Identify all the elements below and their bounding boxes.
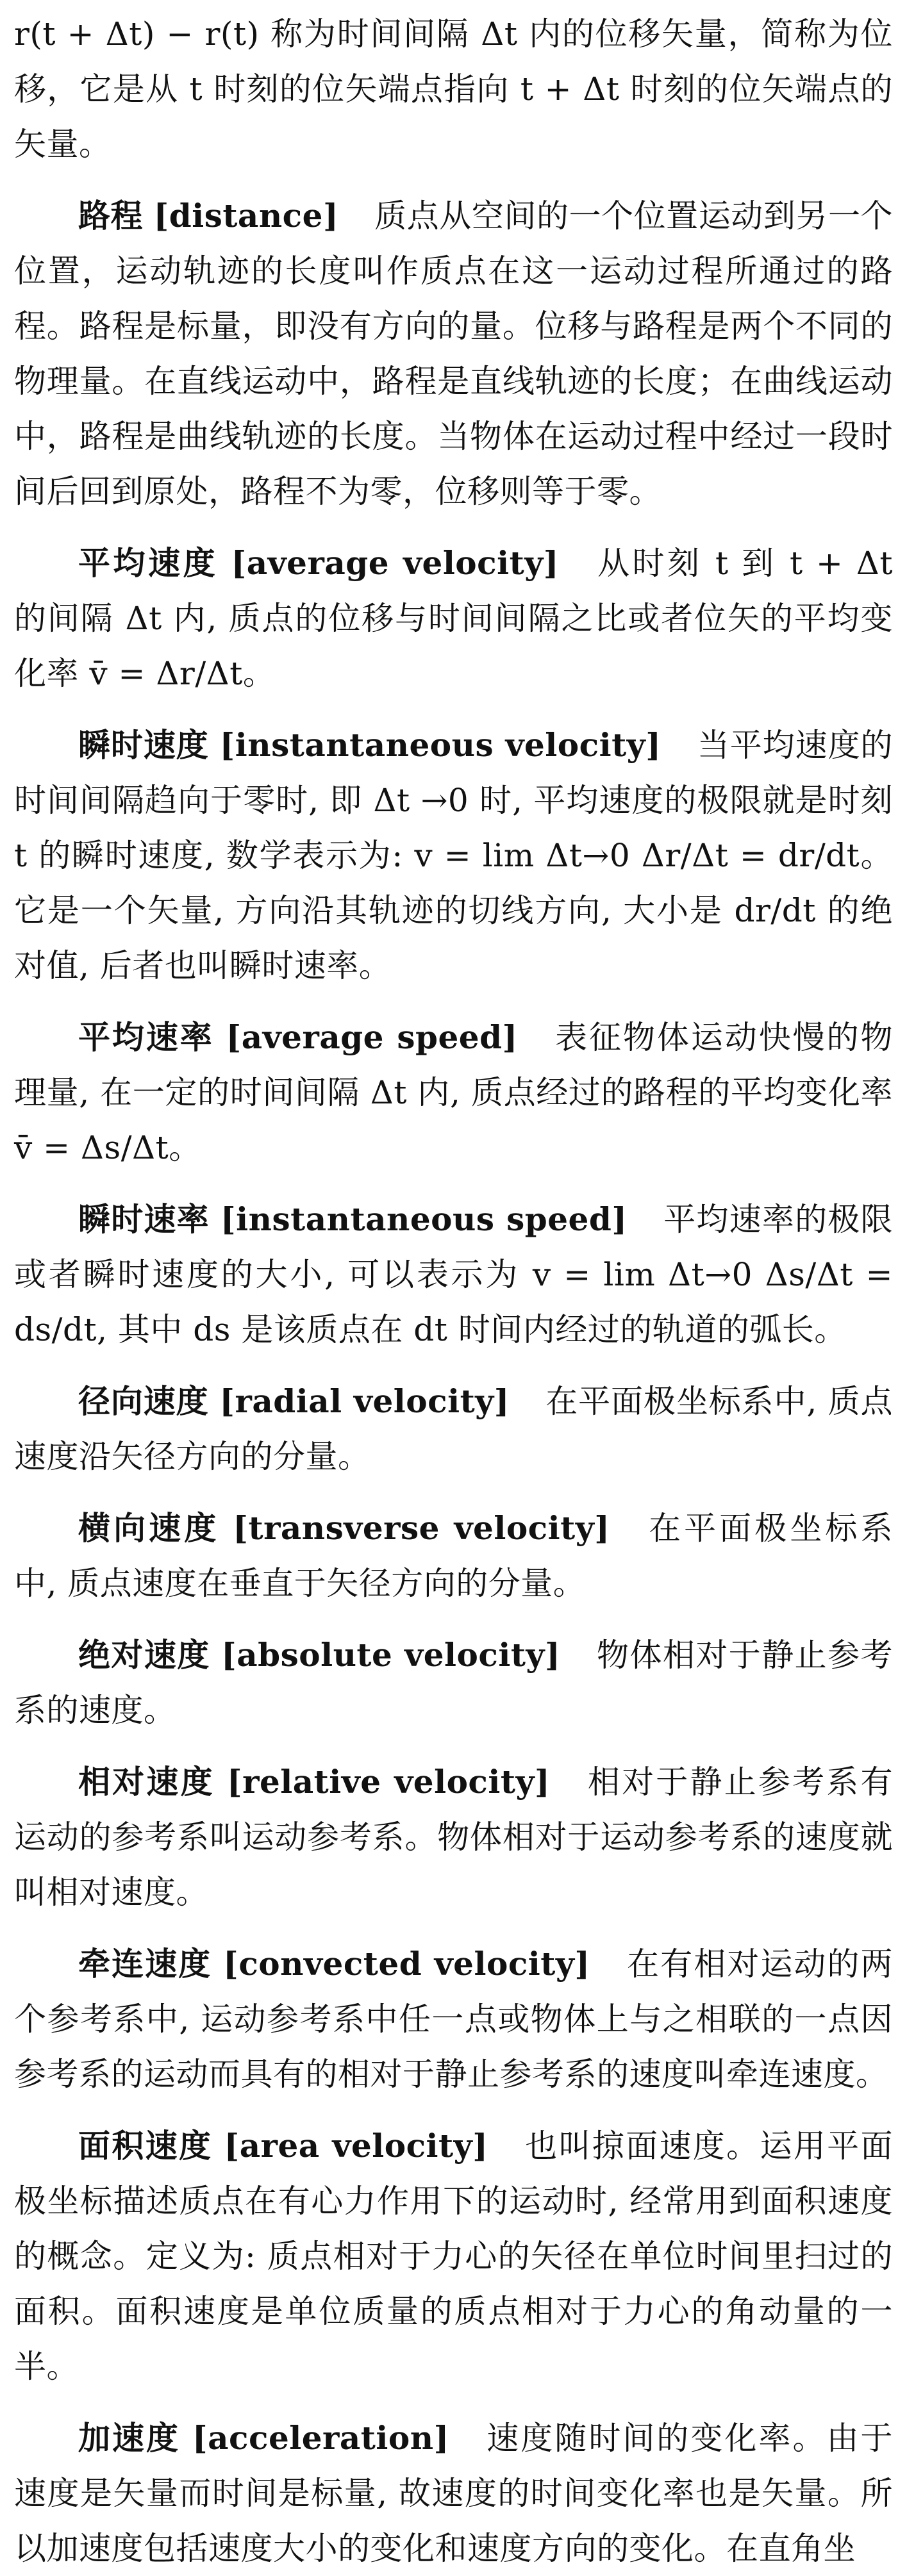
- entry-term: 平均速率: [78, 1019, 214, 1056]
- entry-relative-velocity: [14, 1754, 893, 1920]
- entry-acceleration: [14, 2411, 893, 2576]
- entry-instantaneous-speed: [14, 1192, 893, 1357]
- entry-definition: 在平面极坐标系中, 质点速度沿矢径方向的分量。: [14, 1383, 893, 1475]
- entry-area-velocity: [14, 2118, 893, 2394]
- entry-term: 面积速度: [78, 2127, 213, 2165]
- entry-english: [relative velocity]: [226, 1763, 551, 1801]
- entry-english: [distance]: [153, 197, 339, 235]
- entry-english: [average velocity]: [231, 544, 559, 582]
- entry-english: [absolute velocity]: [221, 1636, 561, 1674]
- entry-english: [area velocity]: [224, 2127, 488, 2165]
- entry-distance: [14, 188, 893, 519]
- entry-transverse-velocity: [14, 1501, 893, 1611]
- entry-term: 瞬时速度: [78, 727, 209, 764]
- entry-convected-velocity: [14, 1936, 893, 2102]
- entry-english: [transverse velocity]: [233, 1509, 610, 1547]
- entry-definition: 相对于静止参考系有运动的参考系叫运动参考系。物体相对于运动参考系的速度就叫相对速度。: [14, 1763, 894, 1911]
- entry-radial-velocity: [14, 1374, 893, 1484]
- entry-term: 绝对速度: [78, 1637, 210, 1674]
- entry-definition: 当平均速度的时间间隔趋向于零时, 即 Δt →0 时, 平均速度的极限就是时刻 t 的瞬时速度, 数学表示为: v = lim Δt→0 Δr/Δt = dr/dt。它是一个矢量, 方向沿其轨迹的切线方向, 大小是 dr/dt 的绝对值, 后者也叫瞬时速率。: [14, 727, 894, 984]
- entry-absolute-velocity: [14, 1628, 893, 1738]
- entry-english: [convected velocity]: [223, 1945, 590, 1983]
- entry-definition: 也叫掠面速度。运用平面极坐标描述质点在有心力作用下的运动时, 经常用到面积速度的概念。定义为: 质点相对于力心的矢径在单位时间里扫过的面积。面积速度是单位质量的质点相对于力心的角动量的一半。: [14, 2127, 893, 2385]
- entry-average-velocity: [14, 536, 893, 701]
- entry-definition: 物体相对于静止参考系的速度。: [14, 1637, 893, 1729]
- entry-definition: 表征物体运动快慢的物理量, 在一定的时间间隔 Δt 内, 质点经过的路程的平均变化率 v̄ = Δs/Δt。: [14, 1019, 893, 1166]
- entry-english: [acceleration]: [192, 2419, 449, 2457]
- entry-instantaneous-velocity: [14, 718, 893, 993]
- entry-definition: 质点从空间的一个位置运动到另一个位置，运动轨迹的长度叫作质点在这一运动过程所通过的路程。路程是标量，即没有方向的量。位移与路程是两个不同的物理量。在直线运动中，路程是直线轨迹的长度；在曲线运动中，路程是曲线轨迹的长度。当物体在运动过程中经过一段时间后回到原处，路程不为零，位移则等于零。: [14, 197, 894, 510]
- entry-english: [average speed]: [226, 1018, 518, 1056]
- entry-english: [instantaneous velocity]: [219, 726, 662, 764]
- entry-term: 径向速度: [78, 1383, 209, 1420]
- entry-term: 牵连速度: [78, 1945, 212, 1983]
- entry-term: 横向速度: [78, 1510, 220, 1547]
- entry-definition: 在有相对运动的两个参考系中, 运动参考系中任一点或物体上与之相联的一点因参考系的运动而具有的相对于静止参考系的速度叫牵连速度。: [14, 1945, 894, 2093]
- entry-definition: 从时刻 t 到 t + Δt 的间隔 Δt 内, 质点的位移与时间间隔之比或者位矢的平均变化率 v̄ = Δr/Δt。: [14, 545, 893, 692]
- entry-term: 相对速度: [78, 1763, 215, 1801]
- entry-term: 加速度: [78, 2420, 181, 2457]
- entry-term: 平均速度: [78, 545, 219, 582]
- entry-definition: 在平面极坐标系中, 质点速度在垂直于矢径方向的分量。: [14, 1510, 893, 1602]
- entry-definition: r(t + Δt) − r(t) 称为时间间隔 Δt 内的位移矢量，简称为位移，它是从 t 时刻的位矢端点指向 t + Δt 时刻的位矢端点的矢量。: [14, 15, 893, 163]
- entry-definition: 速度随时间的变化率。由于速度是矢量而时间是标量, 故速度的时间变化率也是矢量。所以加速度包括速度大小的变化和速度方向的变化。在直角坐: [14, 2420, 894, 2567]
- entry-displacement-continued: [14, 6, 893, 172]
- entry-english: [radial velocity]: [219, 1382, 510, 1420]
- entry-english: [instantaneous speed]: [221, 1200, 628, 1238]
- entry-average-speed: [14, 1010, 893, 1175]
- entry-term: 瞬时速率: [78, 1201, 210, 1238]
- entry-term: 路程: [78, 197, 144, 235]
- entry-definition: 平均速率的极限或者瞬时速度的大小, 可以表示为 v = lim Δt→0 Δs/Δt = ds/dt, 其中 ds 是该质点在 dt 时间内经过的轨道的弧长。: [14, 1201, 893, 1348]
